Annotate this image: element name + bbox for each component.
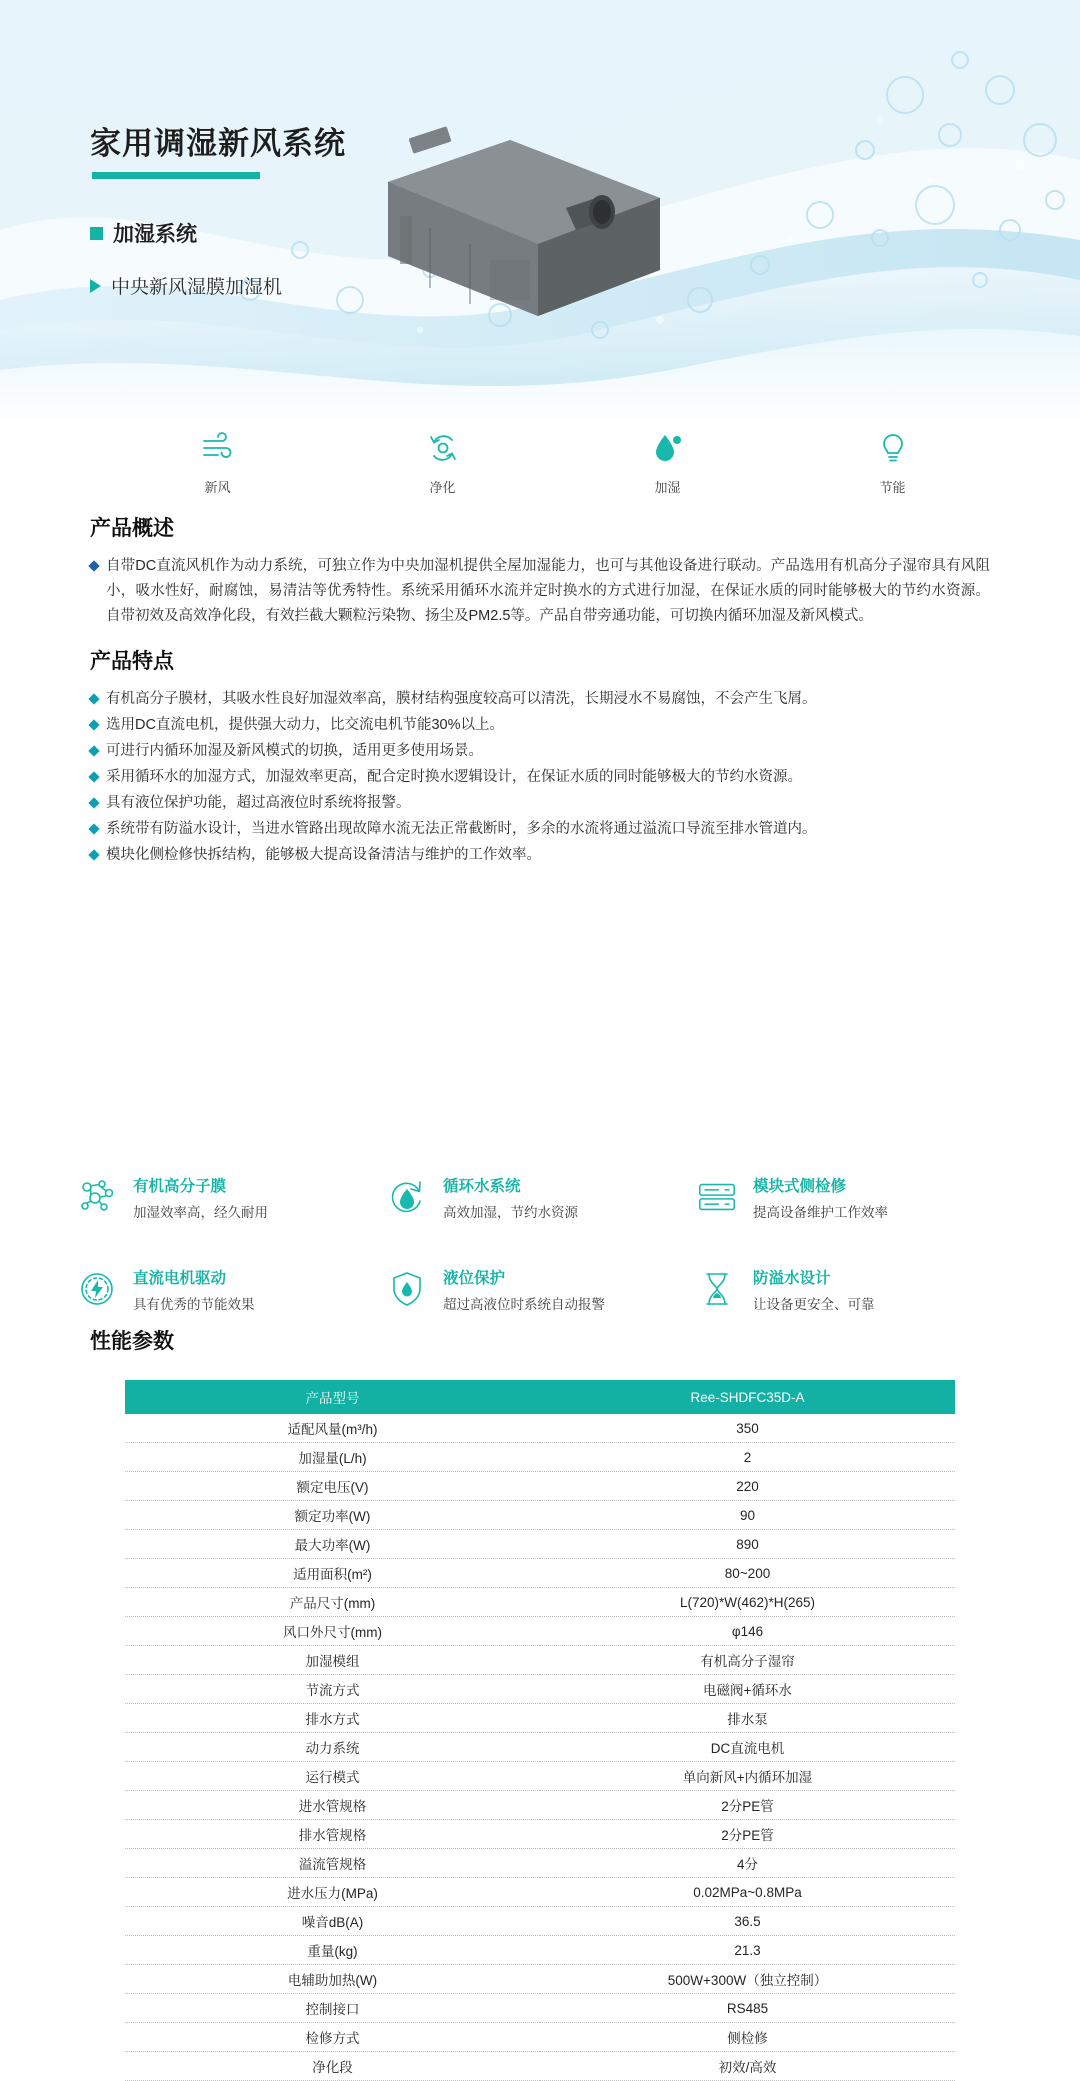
hero-subtitle-system-label: 加湿系统 xyxy=(113,223,197,246)
highlight-item-anti-overflow xyxy=(695,1250,1005,1328)
highlight-item-dc-motor xyxy=(75,1250,385,1328)
overview-bullet-row xyxy=(90,554,990,629)
spec-key: 排水管规格 xyxy=(125,1820,540,1849)
highlight-text xyxy=(753,1174,888,1221)
spec-key: 最大功率(W) xyxy=(125,1530,540,1559)
table-row xyxy=(125,2023,955,2052)
spec-value: 80~200 xyxy=(540,1559,955,1588)
feature-list-item xyxy=(90,817,990,841)
water-cycle-icon xyxy=(385,1175,429,1219)
table-row xyxy=(125,1501,955,1530)
fresh-air-icon xyxy=(158,425,278,471)
highlight-title: 防溢水设计 xyxy=(753,1269,831,1287)
triangle-bullet-icon xyxy=(90,279,101,293)
feature-humidify-label: 加湿 xyxy=(654,480,681,495)
feature-list-item xyxy=(90,739,990,763)
square-bullet-icon xyxy=(90,227,103,240)
feature-energy-saving-label: 节能 xyxy=(879,480,906,495)
spec-value: 2分PE管 xyxy=(540,1791,955,1820)
spec-value: 侧检修 xyxy=(540,2023,955,2052)
highlight-title: 模块式侧检修 xyxy=(753,1177,847,1195)
highlight-text xyxy=(753,1266,875,1313)
table-header-row xyxy=(125,1380,955,1414)
diamond-bullet-icon xyxy=(88,849,99,860)
diamond-bullet-icon xyxy=(88,823,99,834)
table-row xyxy=(125,1907,955,1936)
table-row xyxy=(125,1936,955,1965)
feature-energy-saving xyxy=(833,425,953,505)
feature-fresh-air xyxy=(158,425,278,505)
feature-icon-strip xyxy=(0,425,1080,505)
hero-subtitle-system xyxy=(90,218,197,248)
shield-droplet-icon xyxy=(385,1267,429,1311)
feature-item-text: 可进行内循环加湿及新风模式的切换，适用更多使用场景。 xyxy=(106,743,483,759)
table-row xyxy=(125,1994,955,2023)
table-row xyxy=(125,2052,955,2081)
highlight-title: 直流电机驱动 xyxy=(133,1269,227,1287)
table-row xyxy=(125,1443,955,1472)
spec-value: 90 xyxy=(540,1501,955,1530)
feature-item-text: 具有液位保护功能，超过高液位时系统将报警。 xyxy=(106,795,411,811)
features-heading: 产品特点 xyxy=(90,650,174,673)
spec-key: 额定电压(V) xyxy=(125,1472,540,1501)
humidify-droplet-icon xyxy=(608,425,728,471)
table-row xyxy=(125,1617,955,1646)
diamond-bullet-icon xyxy=(88,797,99,808)
highlight-item-water-cycle xyxy=(385,1158,695,1236)
hero-subtitle-product xyxy=(90,272,282,299)
diamond-bullet-icon xyxy=(88,560,99,571)
dc-motor-icon xyxy=(75,1267,119,1311)
spec-value: 有机高分子湿帘 xyxy=(540,1646,955,1675)
module-service-icon xyxy=(695,1175,739,1219)
spec-value: 36.5 xyxy=(540,1907,955,1936)
table-row xyxy=(125,1791,955,1820)
overview-heading: 产品概述 xyxy=(90,517,174,540)
overview-text: 自带DC直流风机作为动力系统，可独立作为中央加湿机提供全屋加湿能力，也可与其他设备进行联动。产品选用有机高分子湿帘具有风阻小，吸水性好，耐腐蚀，易清洁等优秀特性。系统采用循环水流并定时换水的方式进行加湿，在保证水质的同时能够极大的节约水资源。自带初效及高效净化段，有效拦截大颗粒污染物、扬尘及PM2.5等。产品自带旁通功能，可切换内循环加湿及新风模式。 xyxy=(106,558,990,624)
table-row xyxy=(125,1530,955,1559)
highlight-item-module-service xyxy=(695,1158,1005,1236)
feature-fresh-air-label: 新风 xyxy=(204,480,231,495)
spec-value: 350 xyxy=(540,1414,955,1443)
spec-key: 净化段 xyxy=(125,2052,540,2081)
highlight-title: 液位保护 xyxy=(443,1269,506,1287)
table-row xyxy=(125,1820,955,1849)
feature-list-item xyxy=(90,765,990,789)
highlight-desc: 超过高液位时系统自动报警 xyxy=(443,1296,605,1312)
spec-table-body xyxy=(125,1414,955,2081)
spec-key: 进水压力(MPa) xyxy=(125,1878,540,1907)
anti-overflow-icon xyxy=(695,1267,739,1311)
table-row xyxy=(125,1646,955,1675)
table-row xyxy=(125,1675,955,1704)
spec-key: 噪音dB(A) xyxy=(125,1907,540,1936)
table-row xyxy=(125,1733,955,1762)
purify-recycle-icon xyxy=(383,425,503,471)
spec-key: 风口外尺寸(mm) xyxy=(125,1617,540,1646)
hero-subtitle-product-label: 中央新风湿膜加湿机 xyxy=(111,277,283,298)
features-section xyxy=(90,645,990,869)
feature-list-item xyxy=(90,713,990,737)
spec-value: L(720)*W(462)*H(265) xyxy=(540,1588,955,1617)
energy-saving-bulb-icon xyxy=(833,425,953,471)
feature-purify-label: 净化 xyxy=(429,480,456,495)
highlight-text xyxy=(133,1174,268,1221)
table-row xyxy=(125,1704,955,1733)
spec-key: 溢流管规格 xyxy=(125,1849,540,1878)
spec-value: DC直流电机 xyxy=(540,1733,955,1762)
spec-table-wrap xyxy=(125,1380,955,2081)
title-underline xyxy=(92,172,260,179)
spec-key: 电辅助加热(W) xyxy=(125,1965,540,1994)
highlight-title: 有机高分子膜 xyxy=(133,1177,227,1195)
spec-value: 220 xyxy=(540,1472,955,1501)
spec-key: 适用面积(m²) xyxy=(125,1559,540,1588)
highlight-title: 循环水系统 xyxy=(443,1177,521,1195)
feature-list-item xyxy=(90,791,990,815)
page-title: 家用调湿新风系统 xyxy=(90,126,346,161)
spec-key: 加湿量(L/h) xyxy=(125,1443,540,1472)
spec-key: 节流方式 xyxy=(125,1675,540,1704)
diamond-bullet-icon xyxy=(88,693,99,704)
spec-key: 额定功率(W) xyxy=(125,1501,540,1530)
highlight-desc: 提高设备维护工作效率 xyxy=(753,1204,888,1220)
spec-value: 0.02MPa~0.8MPa xyxy=(540,1878,955,1907)
spec-key: 动力系统 xyxy=(125,1733,540,1762)
spec-key: 运行模式 xyxy=(125,1762,540,1791)
table-row xyxy=(125,1559,955,1588)
feature-humidify xyxy=(608,425,728,505)
spec-value: 21.3 xyxy=(540,1936,955,1965)
diamond-bullet-icon xyxy=(88,771,99,782)
feature-item-text: 模块化侧检修快拆结构，能够极大提高设备清洁与维护的工作效率。 xyxy=(106,847,541,863)
highlight-item-level-protection xyxy=(385,1250,695,1328)
spec-value: 排水泵 xyxy=(540,1704,955,1733)
spec-value: 初效/高效 xyxy=(540,2052,955,2081)
spec-key: 检修方式 xyxy=(125,2023,540,2052)
spec-section-heading-wrap xyxy=(90,1325,990,1367)
spec-value: 2 xyxy=(540,1443,955,1472)
table-row xyxy=(125,1588,955,1617)
highlight-text xyxy=(133,1266,255,1313)
feature-item-text: 系统带有防溢水设计，当进水管路出现故障水流无法正常截断时，多余的水流将通过溢流口导流至排水管道内。 xyxy=(106,821,817,837)
spec-key: 进水管规格 xyxy=(125,1791,540,1820)
feature-purify xyxy=(383,425,503,505)
table-row xyxy=(125,1472,955,1501)
spec-value: 500W+300W（独立控制） xyxy=(540,1965,955,1994)
diamond-bullet-icon xyxy=(88,745,99,756)
highlight-text xyxy=(443,1266,605,1313)
highlight-desc: 让设备更安全、可靠 xyxy=(753,1296,875,1312)
highlight-item-membrane xyxy=(75,1158,385,1236)
spec-value: 单向新风+内循环加湿 xyxy=(540,1762,955,1791)
spec-key: 加湿模组 xyxy=(125,1646,540,1675)
table-row xyxy=(125,1762,955,1791)
feature-list-item xyxy=(90,687,990,711)
spec-value: 电磁阀+循环水 xyxy=(540,1675,955,1704)
highlight-text xyxy=(443,1174,578,1221)
table-header-model-value: Ree-SHDFC35D-A xyxy=(540,1380,955,1414)
table-row xyxy=(125,1849,955,1878)
table-header-model-key: 产品型号 xyxy=(125,1380,540,1414)
feature-list-item xyxy=(90,843,990,867)
feature-item-text: 采用循环水的加湿方式，加湿效率更高，配合定时换水逻辑设计，在保证水质的同时能够极大的节约水资源。 xyxy=(106,769,802,785)
spec-value: 890 xyxy=(540,1530,955,1559)
spec-value: 4分 xyxy=(540,1849,955,1878)
spec-key: 适配风量(m³/h) xyxy=(125,1414,540,1443)
spec-key: 产品尺寸(mm) xyxy=(125,1588,540,1617)
hero-banner xyxy=(0,0,1080,425)
overview-section xyxy=(90,512,990,631)
feature-item-text: 有机高分子膜材，其吸水性良好加湿效率高，膜材结构强度较高可以清洗，长期浸水不易腐蚀，不会产生飞屑。 xyxy=(106,691,817,707)
highlight-desc: 具有优秀的节能效果 xyxy=(133,1296,255,1312)
spec-value: 2分PE管 xyxy=(540,1820,955,1849)
product-device-image xyxy=(370,120,670,340)
spec-key: 重量(kg) xyxy=(125,1936,540,1965)
table-row xyxy=(125,1414,955,1443)
feature-item-text: 选用DC直流电机，提供强大动力，比交流电机节能30%以上。 xyxy=(106,717,504,733)
highlight-desc: 加湿效率高，经久耐用 xyxy=(133,1204,268,1220)
table-row xyxy=(125,1965,955,1994)
molecule-icon xyxy=(75,1175,119,1219)
spec-heading: 性能参数 xyxy=(90,1330,174,1353)
spec-value: φ146 xyxy=(540,1617,955,1646)
spec-table xyxy=(125,1380,955,2081)
spec-key: 控制接口 xyxy=(125,1994,540,2023)
table-row xyxy=(125,1878,955,1907)
highlight-grid xyxy=(75,1158,1005,1328)
highlight-desc: 高效加湿，节约水资源 xyxy=(443,1204,578,1220)
spec-value: RS485 xyxy=(540,1994,955,2023)
spec-key: 排水方式 xyxy=(125,1704,540,1733)
diamond-bullet-icon xyxy=(88,719,99,730)
